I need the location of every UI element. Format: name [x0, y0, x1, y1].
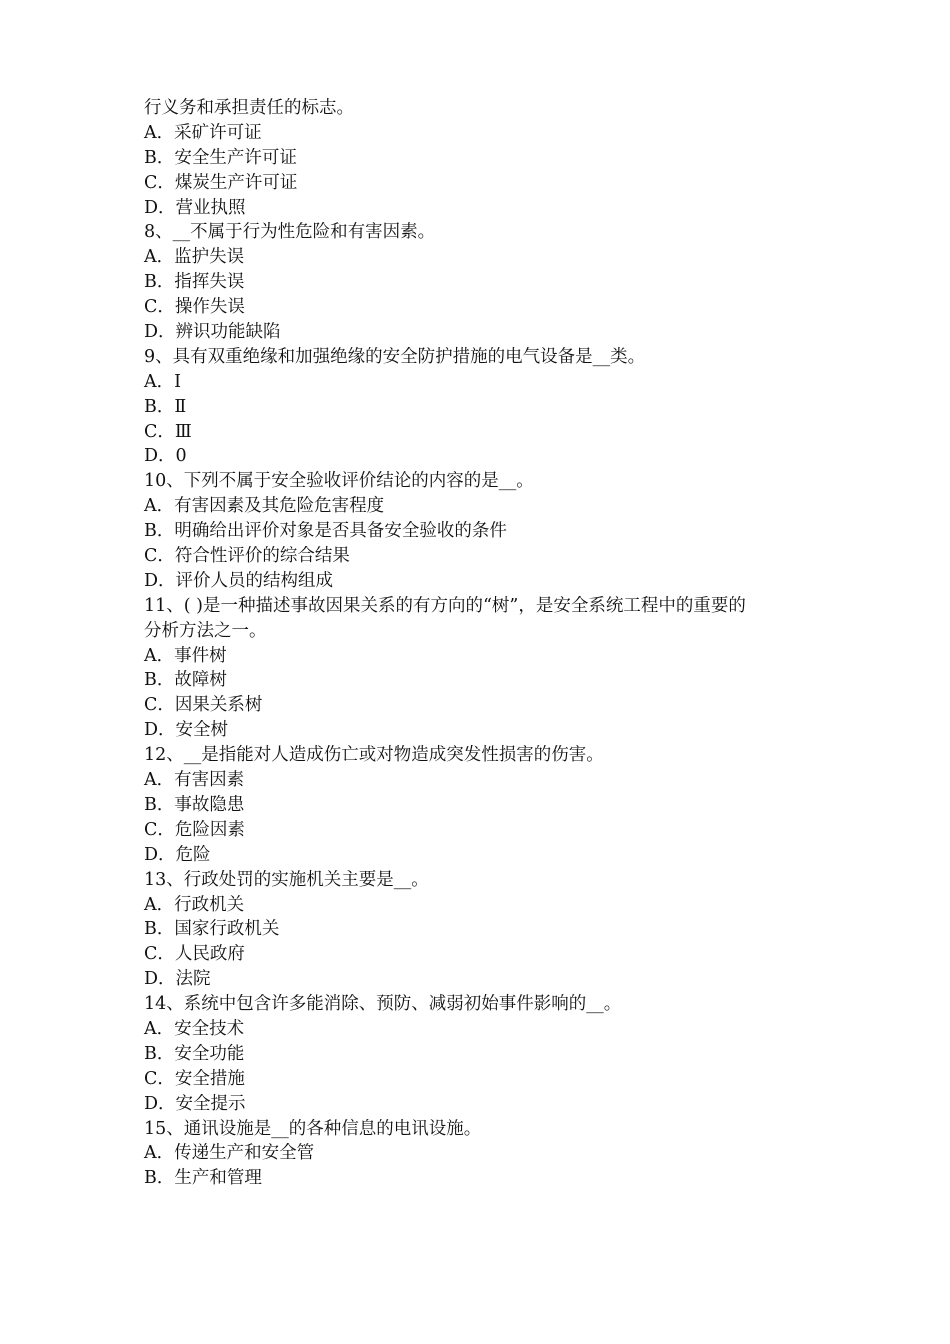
- question-12: 12、__是指能对人造成伤亡或对物造成突发性损害的伤害。: [144, 745, 604, 766]
- question-9: 9、具有双重绝缘和加强绝缘的安全防护措施的电气设备是__类。: [144, 346, 646, 367]
- answer-option: B．事故隐患: [144, 794, 245, 815]
- answer-option: D．危险: [144, 844, 211, 865]
- answer-option: A．行政机关: [144, 894, 245, 915]
- answer-option: A．事件树: [144, 645, 227, 666]
- answer-option: C．操作失误: [144, 297, 245, 318]
- document-page: [144, 96, 824, 1191]
- answer-option: D．辨识功能缺陷: [144, 322, 281, 343]
- answer-option: A．Ⅰ: [144, 371, 182, 392]
- answer-option: C．人民政府: [144, 944, 245, 965]
- question-8: 8、__不属于行为性危险和有害因素。: [144, 222, 436, 243]
- answer-option: D．评价人员的结构组成: [144, 570, 334, 591]
- answer-option: C．符合性评价的综合结果: [144, 546, 350, 567]
- answer-option: C．Ⅲ: [144, 421, 192, 442]
- answer-option: A．监护失误: [144, 247, 245, 268]
- answer-option: D．营业执照: [144, 197, 246, 218]
- question-11: 11、( )是一种描述事故因果关系的有方向的“树”，是安全系统工程中的重要的: [144, 595, 746, 616]
- answer-option: A．传递生产和安全管: [144, 1143, 315, 1164]
- answer-option: C．煤炭生产许可证: [144, 172, 298, 193]
- answer-option: A．采矿许可证: [144, 122, 262, 143]
- answer-option: B．指挥失误: [144, 272, 245, 293]
- question-10: 10、下列不属于安全验收评价结论的内容的是__。: [144, 471, 534, 492]
- answer-option: B．故障树: [144, 670, 227, 691]
- answer-option: D．安全提示: [144, 1093, 246, 1114]
- answer-option: C．危险因素: [144, 819, 245, 840]
- question-14: 14、系统中包含许多能消除、预防、减弱初始事件影响的__。: [144, 994, 622, 1015]
- answer-option: D．安全树: [144, 720, 229, 741]
- question-15: 15、通讯设施是__的各种信息的电讯设施。: [144, 1118, 482, 1139]
- text-line: 行义务和承担责任的标志。: [144, 98, 354, 118]
- answer-option: A．有害因素: [144, 770, 245, 791]
- question-11-continued: 分析方法之一。: [144, 620, 267, 641]
- answer-option: B．国家行政机关: [144, 919, 280, 940]
- question-13: 13、行政处罚的实施机关主要是__。: [144, 869, 429, 890]
- answer-option: C．因果关系树: [144, 695, 263, 716]
- answer-option: B．Ⅱ: [144, 396, 187, 417]
- answer-option: A．安全技术: [144, 1018, 245, 1039]
- answer-option: B．明确给出评价对象是否具备安全验收的条件: [144, 521, 507, 542]
- answer-option: D．法院: [144, 969, 211, 990]
- answer-option: C．安全措施: [144, 1068, 245, 1089]
- answer-option: B．生产和管理: [144, 1168, 262, 1189]
- answer-option: A．有害因素及其危险危害程度: [144, 496, 385, 517]
- answer-option: B．安全生产许可证: [144, 147, 297, 168]
- answer-option: D．0: [144, 446, 187, 467]
- answer-option: B．安全功能: [144, 1043, 245, 1064]
